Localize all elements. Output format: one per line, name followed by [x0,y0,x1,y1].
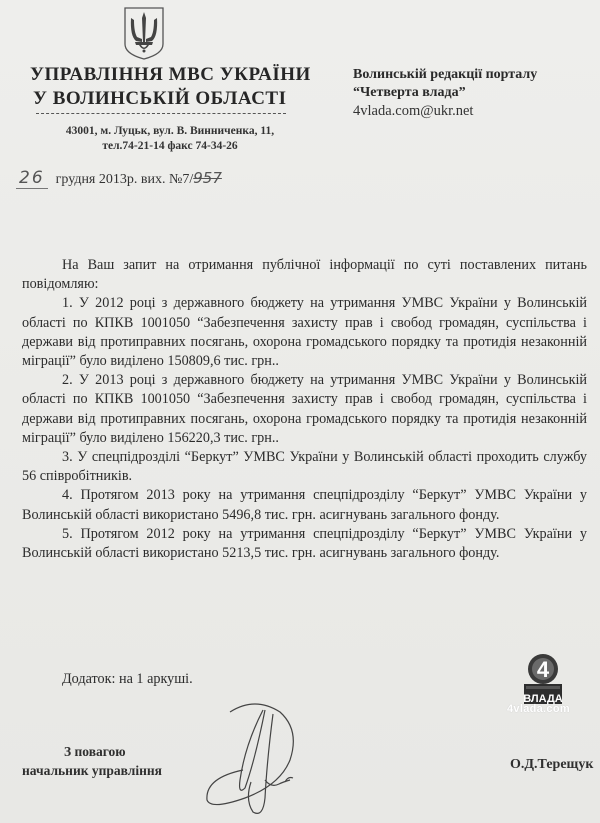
recipient-email: 4vlada.com@ukr.net [353,103,474,119]
body-item-2: 2. У 2013 році з державного бюджету на утримання УМВС України у Волинській області по КПКВ 1001050 “Забезпечення захисту прав і свобод громадян, суспільства і держави від протиправних посягань, охорона громадського порядку та протидія незаконній міграції” було виділено 156220,3 тис. грн.. [22,372,587,446]
recipient-block [353,66,598,120]
handwritten-reference-number: 957 [193,169,222,187]
watermark-url: 4vlada.com [507,703,570,715]
date-and-reference [16,168,222,189]
handwritten-signature-icon [185,700,335,823]
organization-address [20,124,320,154]
trident-emblem-icon [122,6,166,60]
body-item-5: 5. Протягом 2012 року на утримання спецпідрозділу “Беркут” УМВС України у Волинській області використано 5213,5 тис. грн. асигнувань загального фонду. [22,525,587,562]
address-line1: 43001, м. Луцьк, вул. В. Винниченка, 11, [65,125,275,137]
closing-block [18,742,198,780]
body-intro: На Ваш запит на отримання публічної інформації по суті поставлених питань повідомляю: [22,257,587,293]
body-item-1: 1. У 2012 році з державного бюджету на утримання УМВС України у Волинській області по КПКВ 1001050 “Забезпечення захисту прав і свобод громадян, суспільства і держави від протиправних посягань, охорона громадського порядку та протидія незаконній міграції” було виділено 150809,6 тис. грн.. [22,295,587,370]
date-printed: грудня 2013р. вих. №7/ [55,172,194,187]
address-line2: тел.74-21-14 факс 74-34-26 [102,140,238,152]
closing-position: начальник управління [22,763,162,778]
svg-text:ВЛАДА: ВЛАДА [523,693,563,705]
recipient-line1: Волинській редакції порталу [353,67,538,82]
organization-title-line2: У ВОЛИНСЬКІЙ ОБЛАСТІ [33,88,287,109]
chetverta-vlada-logo-icon [521,652,565,706]
signer-name: О.Д.Терещук [510,757,594,772]
closing-regards: З повагою [64,744,126,759]
recipient-line2: “Четверта влада” [353,85,466,100]
letter-body [22,256,587,563]
body-item-3: 3. У спецпідрозділі “Беркут” УМВС України у Волинській області проходить службу 56 співробітників. [22,449,587,485]
body-item-4: 4. Протягом 2013 року на утримання спецпідрозділу “Беркут” УМВС України у Волинській області використано 5496,8 тис. грн. асигнувань загального фонду. [22,487,587,523]
attachment-note: Додаток: на 1 аркуші. [62,671,193,687]
handwritten-day: 26 [16,168,48,189]
letterhead-divider [36,113,286,114]
svg-text:4: 4 [536,657,550,682]
organization-title-line1: УПРАВЛІННЯ МВС УКРАЇНИ [30,64,311,85]
organization-title [30,63,320,111]
